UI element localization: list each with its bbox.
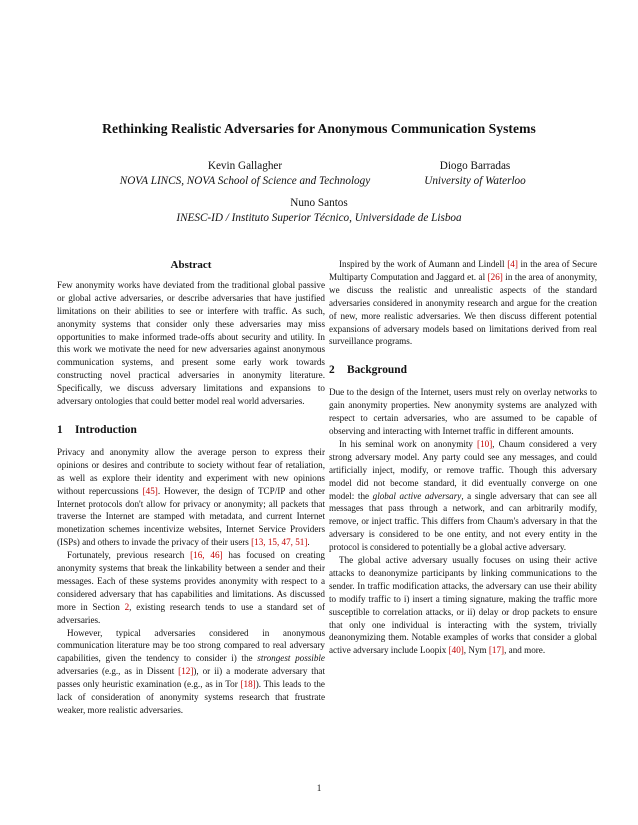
text-run: .	[307, 537, 310, 548]
text-run: adversaries (e.g., as in Dissent	[57, 666, 179, 677]
text-run: ). This leads to the lack of consideration of anonymity systems research that frustrate weaker, more realistic adversaries.	[57, 679, 325, 715]
author-block	[400, 159, 550, 189]
citation-link[interactable]: [17]	[488, 645, 505, 656]
author-affiliation: INESC-ID / Instituto Superior Técnico, Universidade de Lisboa	[176, 212, 462, 224]
abstract-heading: Abstract	[170, 259, 212, 271]
emphasis-text: global active adversary	[372, 490, 462, 501]
citation-link[interactable]: [16, 46]	[190, 550, 223, 561]
citation-link[interactable]: [26]	[487, 271, 503, 282]
citation-link[interactable]: [4]	[507, 259, 518, 269]
citation-link[interactable]: [13, 15, 47, 51]	[251, 537, 308, 548]
citation-link[interactable]: [45]	[142, 485, 158, 496]
abstract-text: Few anonymity works have deviated from the traditional global passive or global active adversaries, or describe adversaries that have justified limitations on their abilities to see or interfere with traffic. As such, anonymity systems that consider only these adversaries may miss opportunities to make informed trade-offs about security and utility. In this work we motivate the need for new adversaries against anonymous communication systems, and present some early work towards constructing novel practical adversaries in anonymity literature. Specifically, we discuss adversary limitations and expansions to adversary ontologies that could better model real world adversaries.	[57, 279, 325, 407]
citation-link[interactable]: [12]	[178, 666, 194, 677]
citation-link[interactable]: [40]	[448, 645, 464, 656]
author-block	[100, 196, 538, 226]
text-run: , Nym	[463, 645, 489, 656]
author-block	[119, 159, 371, 189]
text-run: In his seminal work on anonymity	[339, 438, 478, 449]
section-title: Introduction	[75, 423, 137, 436]
text-run: Privacy and anonymity allow the average person to express their opinions or desires and contribute to society without fear of retaliation, as well as explore their identity and experiment with new opinions without repercussions	[57, 446, 325, 496]
author-name: Kevin Gallagher	[207, 160, 283, 172]
paper-title: Rethinking Realistic Adversaries for Anonymous Communication Systems	[102, 121, 536, 136]
background-paragraph-1: Due to the design of the Internet, users must rely on overlay networks to gain anonymity properties. New anonymity systems are analyzed with respect to certain adversaries, who are assumed to be capable of observing and interacting with Internet traffic in different amounts.	[329, 387, 597, 436]
background-paragraph-3	[329, 554, 597, 657]
intro-paragraph-4	[329, 258, 597, 348]
text-run: in the area of Secure Multiparty Computation and Jaggard et. al	[329, 259, 597, 282]
background-paragraph-2	[329, 438, 597, 554]
emphasis-text: strongest possible	[257, 653, 325, 664]
text-run: , a single adversary that can see all messages that pass through a network, and can arbitrarily modify, remove, or inject traffic. This differs from Chaum's adversary in that the adversary is considered to be one entity, and not every entity in the protocol is considered to potentially be a global active adversary.	[329, 490, 597, 553]
intro-paragraph-1	[57, 446, 325, 549]
section-heading-introduction	[57, 424, 325, 437]
text-run: However, typical adversaries considered in anonymous communication literature may be too strong compared to real adversary capabilities, given the tendency to consider i) the	[57, 627, 325, 664]
author-name: Diogo Barradas	[439, 160, 511, 172]
citation-link[interactable]: [10]	[477, 438, 493, 449]
section-number: 1	[57, 423, 63, 436]
text-run: ), or ii) a moderate adversary that passes only heuristic examination (e.g., as in Tor	[57, 666, 325, 690]
text-run: in the area of anonymity, we discuss the realistic and unrealistic aspects of the standard adversaries considered in anonymity research and argue for the creation of new, more realistic adversaries. We then discuss different potential expansions of adversary models based on limitations derived from real surveillance programs.	[329, 271, 597, 347]
author-affiliation: University of Waterloo	[424, 175, 526, 187]
author-affiliation: NOVA LINCS, NOVA School of Science and Technology	[119, 175, 371, 187]
text-run: has focused on creating anonymity systems that break the linkability between a sender and their messages. Each of these systems provides anonymity with respect to a considered adversary that has capabilities and limitations. As discussed more in Section	[57, 550, 325, 612]
citation-link[interactable]: [18]	[240, 679, 256, 690]
section-heading-background	[329, 364, 597, 377]
text-run: , and more.	[504, 645, 546, 656]
intro-paragraph-2	[57, 549, 325, 626]
text-run: The global active adversary usually focuses on using their active attacks to deanonymize participants by linking communications to the sender. In traffic modification attacks, the adversary can use their ability to modify traffic to i) insert a timing signature, making the traffic more susceptible to correlation attacks, or ii) delay or drop packets to ensure that only one individual is interacting with the system, trivially deanonymizing them. Notable examples of works that consider a global active adversary include Loopix	[329, 555, 597, 656]
left-column	[57, 258, 325, 717]
author-name: Nuno Santos	[290, 197, 348, 209]
intro-paragraph-3	[57, 627, 325, 717]
text-run: . However, the design of TCP/IP and other Internet protocols don't allow for privacy or anonymity; all packets that traverse the Internet are stamped with metadata, and current Internet monetization schemes incentivize websites, Internet Service Providers (ISPs) and others to invade the privacy of their users	[57, 485, 325, 548]
text-run: , existing research tends to use a standard set of adversaries.	[57, 601, 325, 625]
section-title: Background	[347, 364, 407, 377]
text-run: , Chaum considered a very strong adversary model. Any party could see any messages, and could artificially inject, modify, or remove traffic. Though this adversary model did not become standard, it did eventually converge on one model: the	[329, 438, 597, 501]
page-number: 1	[316, 783, 322, 793]
right-column	[329, 258, 597, 657]
section-number: 2	[329, 364, 335, 377]
section-link[interactable]: 2	[124, 601, 130, 612]
text-run: Fortunately, previous research	[67, 550, 191, 561]
text-run: Inspired by the work of Aumann and Lindell	[339, 259, 508, 269]
